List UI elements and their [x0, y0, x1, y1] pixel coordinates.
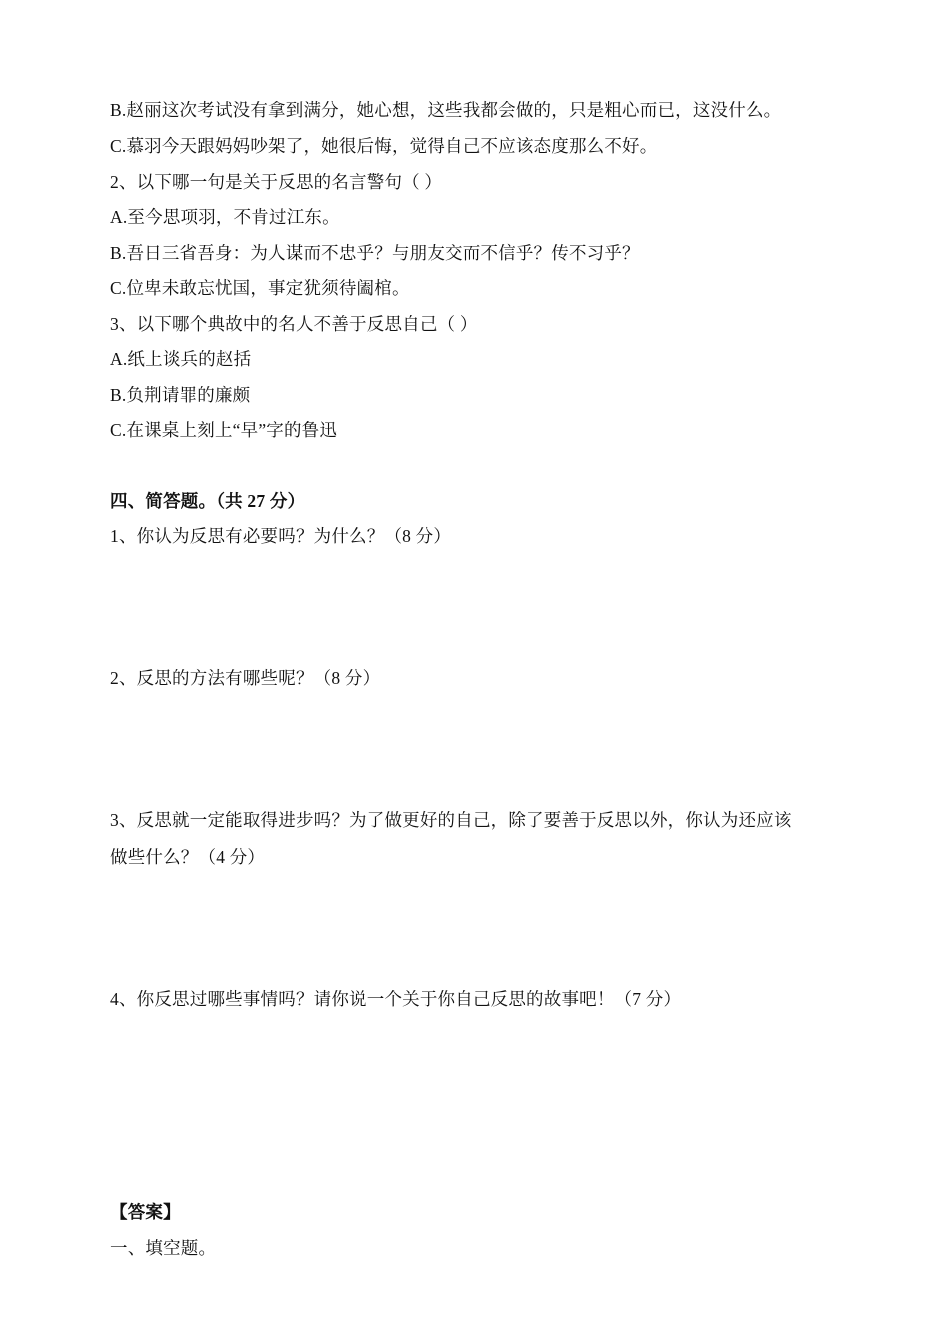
section4-q1: 1、你认为反思有必要吗？为什么？（8 分） [110, 526, 452, 546]
answers-heading: 【答案】 [110, 1202, 181, 1222]
q1-option-c: C.慕羽今天跟妈妈吵架了，她很后悔，觉得自己不应该态度那么不好。 [110, 136, 658, 156]
section4-q4: 4、你反思过哪些事情吗？请你说一个关于你自己反思的故事吧！（7 分） [110, 989, 682, 1009]
section4-q2: 2、反思的方法有哪些呢？（8 分） [110, 668, 381, 688]
q3-option-a: A.纸上谈兵的赵括 [110, 349, 252, 369]
q1-option-b: B.赵丽这次考试没有拿到满分，她心想，这些我都会做的，只是粗心而已，这没什么。 [110, 100, 782, 120]
q3-option-c: C.在课桌上刻上“早”字的鲁迅 [110, 420, 338, 440]
q2-option-a: A.至今思项羽，不肯过江东。 [110, 207, 340, 227]
section4-q3-line1: 3、反思就一定能取得进步吗？为了做更好的自己，除了要善于反思以外，你认为还应该 [110, 810, 792, 830]
q2-option-c: C.位卑未敢忘忧国，事定犹须待阖棺。 [110, 278, 410, 298]
q3-question: 3、以下哪个典故中的名人不善于反思自己（ ） [110, 314, 478, 334]
q3-option-b: B.负荆请罪的廉颇 [110, 385, 251, 405]
answers-section1: 一、填空题。 [110, 1238, 217, 1258]
section4-q3-line2: 做些什么？（4 分） [110, 847, 266, 867]
section4-heading: 四、简答题。（共 27 分） [110, 491, 306, 511]
q2-option-b: B.吾日三省吾身：为人谋而不忠乎？与朋友交而不信乎？传不习乎？ [110, 243, 640, 263]
q2-question: 2、以下哪一句是关于反思的名言警句（ ） [110, 172, 443, 192]
